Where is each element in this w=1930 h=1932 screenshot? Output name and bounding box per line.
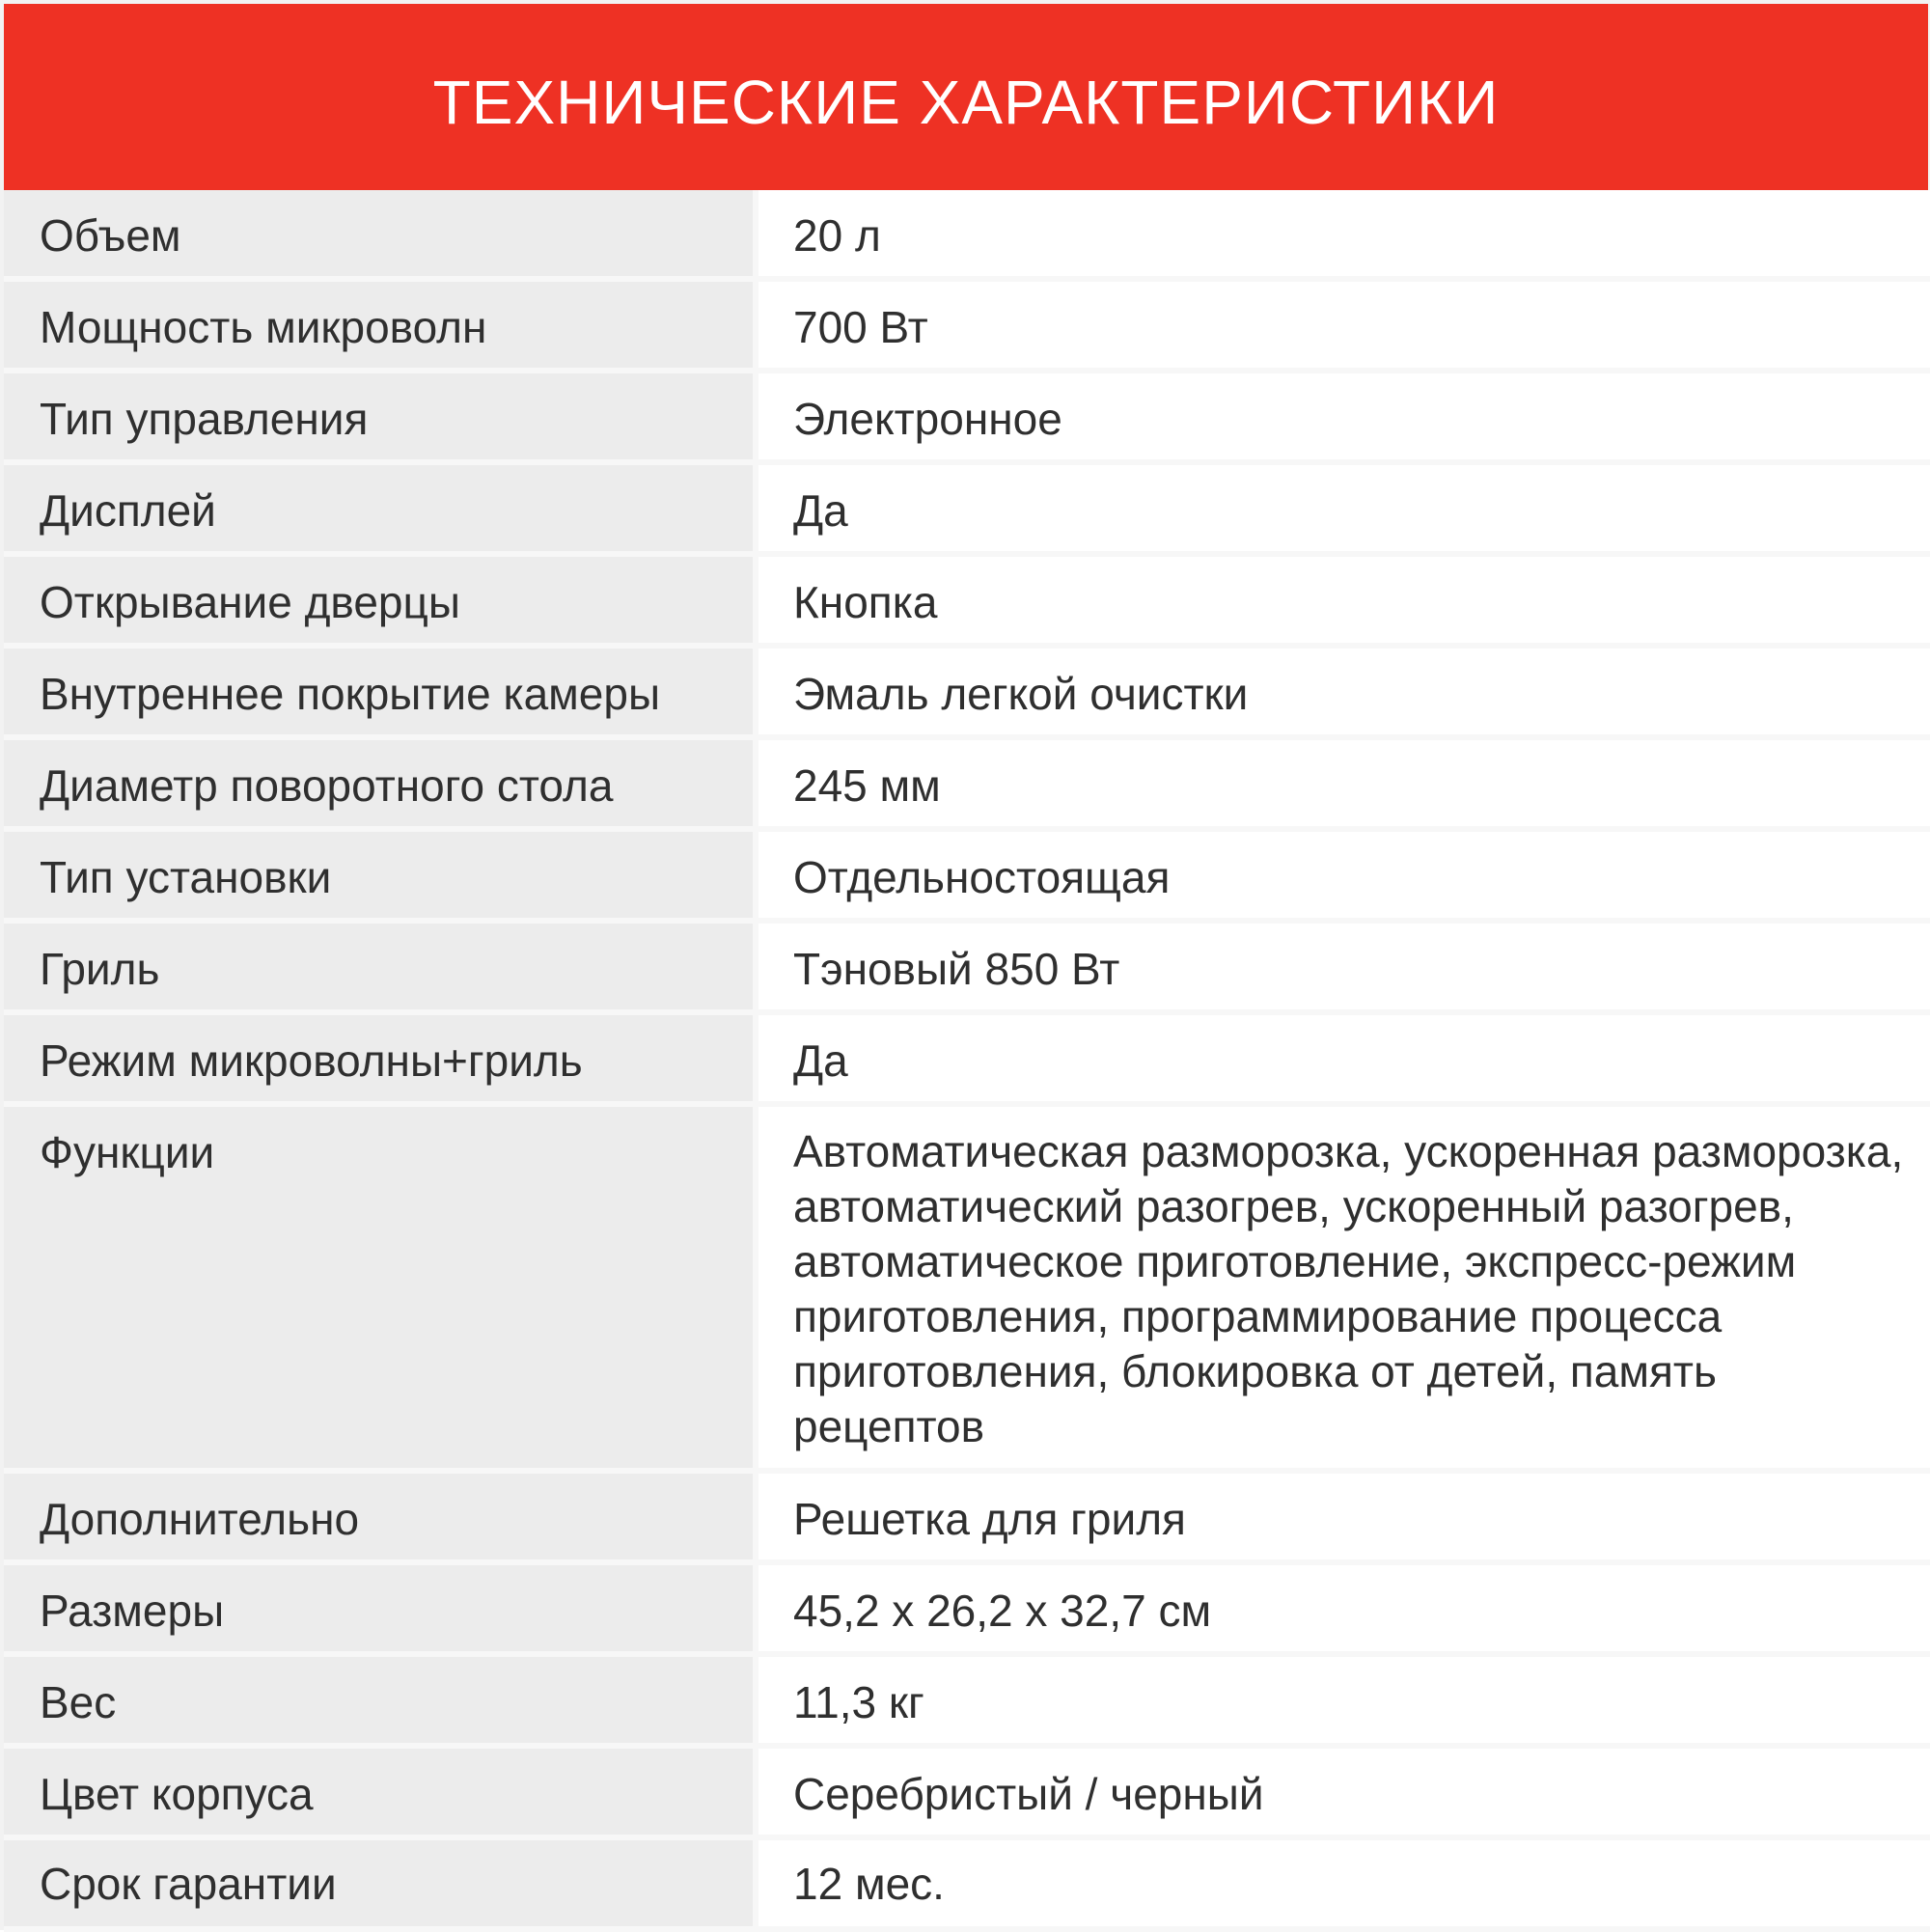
spec-value: Да: [758, 465, 1930, 551]
spec-value: Да: [758, 1015, 1930, 1101]
spec-label: Гриль: [4, 924, 753, 1009]
spec-row-control-type: [4, 373, 1930, 465]
spec-row-warranty: [4, 1840, 1930, 1932]
spec-row-turntable-diameter: [4, 740, 1930, 832]
spec-value: Тэновый 850 Вт: [758, 924, 1930, 1009]
spec-row-dimensions: [4, 1565, 1930, 1657]
spec-label: Тип управления: [4, 373, 753, 459]
spec-label: Функции: [4, 1107, 753, 1468]
spec-label: Диаметр поворотного стола: [4, 740, 753, 826]
spec-label: Дисплей: [4, 465, 753, 551]
spec-value: 11,3 кг: [758, 1657, 1930, 1743]
specs-table: [4, 190, 1930, 1930]
spec-label: Дополнительно: [4, 1474, 753, 1559]
spec-value: Автоматическая разморозка, ускоренная разморозка, автоматический разогрев, ускоренный разогрев, автоматическое приготовление, экспресс-режим приготовления, программирование процесса приготовления, блокировка от детей, память рецептов: [758, 1107, 1930, 1468]
spec-label: Мощность микроволн: [4, 282, 753, 368]
spec-value: 700 Вт: [758, 282, 1930, 368]
spec-value: Электронное: [758, 373, 1930, 459]
spec-value: 12 мес.: [758, 1840, 1930, 1926]
spec-label: Тип установки: [4, 832, 753, 918]
spec-row-weight: [4, 1657, 1930, 1749]
spec-row-extras: [4, 1474, 1930, 1565]
spec-label: Открывание дверцы: [4, 557, 753, 643]
page-title: ТЕХНИЧЕСКИЕ ХАРАКТЕРИСТИКИ: [432, 67, 1500, 137]
spec-label: Цвет корпуса: [4, 1749, 753, 1835]
spec-value: Серебристый / черный: [758, 1749, 1930, 1835]
spec-label: Размеры: [4, 1565, 753, 1651]
spec-value: Эмаль легкой очистки: [758, 649, 1930, 734]
spec-row-body-color: [4, 1749, 1930, 1840]
spec-row-interior-coating: [4, 649, 1930, 740]
spec-value: Решетка для гриля: [758, 1474, 1930, 1559]
spec-label: Режим микроволны+гриль: [4, 1015, 753, 1101]
spec-row-grill: [4, 924, 1930, 1015]
header-banner: [4, 4, 1928, 190]
spec-row-volume: [4, 190, 1930, 282]
spec-row-functions: [4, 1107, 1930, 1474]
spec-label: Объем: [4, 190, 753, 276]
spec-row-microwave-power: [4, 282, 1930, 373]
spec-value: 245 мм: [758, 740, 1930, 826]
spec-row-display: [4, 465, 1930, 557]
spec-value: Кнопка: [758, 557, 1930, 643]
spec-label: Вес: [4, 1657, 753, 1743]
spec-row-installation-type: [4, 832, 1930, 924]
spec-row-door-opening: [4, 557, 1930, 649]
spec-label: Срок гарантии: [4, 1840, 753, 1926]
spec-value: Отдельностоящая: [758, 832, 1930, 918]
spec-value: 20 л: [758, 190, 1930, 276]
spec-row-combo-mode: [4, 1015, 1930, 1107]
spec-value: 45,2 х 26,2 х 32,7 см: [758, 1565, 1930, 1651]
spec-label: Внутреннее покрытие камеры: [4, 649, 753, 734]
